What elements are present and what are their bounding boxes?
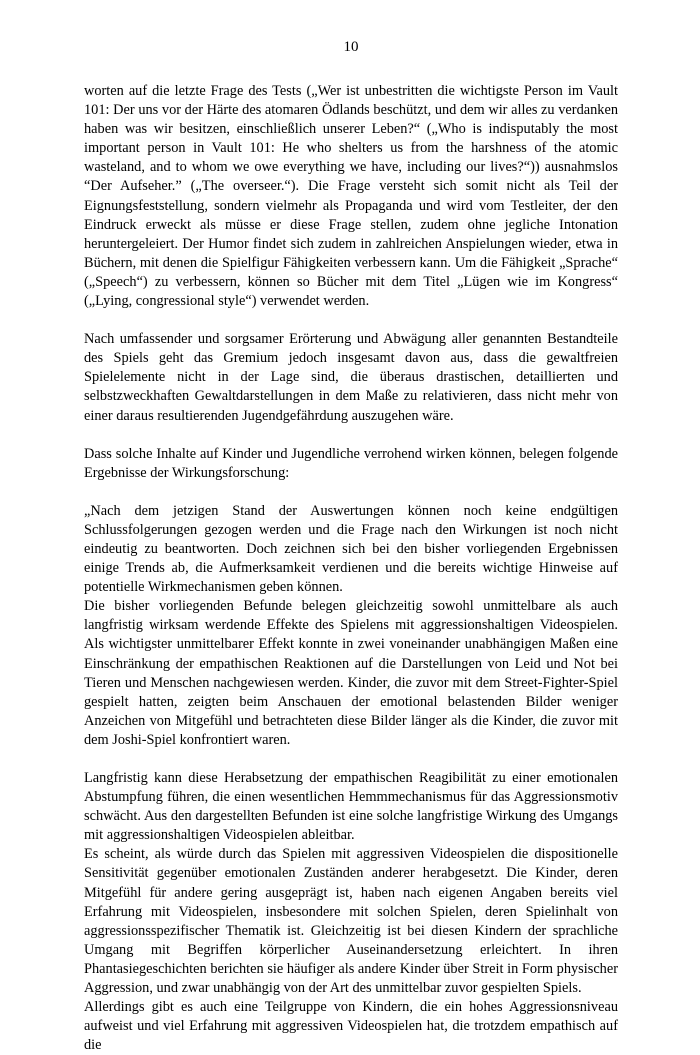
paragraph-quote-findings: Die bisher vorliegenden Befunde belegen gleichzeitig sowohl unmittelbare als auch langfristig wirksam werdende Effekte des Spielens mit aggressionshaltigen Videospielen. Als wichtigster unmittelbarer Effekt konnte in zwei voneinander unabhängigen Maßen eine Einschränkung der empathischen Reaktionen auf die Darstellungen von Leid und Not bei Tieren und Menschen nachgewiesen werden. Kinder, die zuvor mit dem Street-Fighter-Spiel gespielt hatten, zeigten beim Anschauen der emotional belastenden Bilder weniger Anzeichen von Mitgefühl und betrachteten diese Bilder länger als die Kinder, die zuvor mit dem Joshi-Spiel konfrontiert waren.	[84, 598, 618, 748]
paragraph-committee-assessment: Nach umfassender und sorgsamer Erörterung und Abwägung aller genannten Bestandteile des Spiels geht das Gremium jedoch insgesamt davon aus, dass die gewaltfreien Spielelemente nicht in der Lage sind, die überaus drastischen, detaillierten und selbstzweckhaften Gewaltdarstellungen in dem Maße zu relativieren, dass nicht mehr von einer daraus resultierenden Jugendgefährdung auszugehen wäre.	[84, 331, 618, 424]
page-number: 10	[343, 39, 359, 55]
paragraph-vault-test-humor: worten auf die letzte Frage des Tests („Wer ist unbestritten die wichtigste Person im Vault 101: Der uns vor der Härte des atomaren Ödlands beschützt, und dem wir alles zu verdanken haben was wir besitzen, einschließlich unserer Leben?“ („Who is indisputably the most important person in Vault 101: He who shelters us from the harshness of the atomic wasteland, and to whom we owe everything we have, including our lives?“)) ausnahmslos “Der Aufseher.” („The overseer.“). Die Frage versteht sich somit nicht als Teil der Eignungsfeststellung, sondern vielmehr als Propaganda und wird vom Testleiter, der den Eindruck erweckt als müsse er diese Frage stellen, zudem ohne jegliche Intonation heruntergeleiert. Der Humor findet sich zudem in zahlreichen Anspielungen wieder, etwa in Büchern, mit denen die Spielfigur Fähigkeiten verbessern kann. Um die Fähigkeit „Sprache“ („Speech“) zu verbessern, können so Bücher mit dem Titel „Lügen wie im Kongress“ („Lying, congressional style“) verwendet werden.	[84, 83, 618, 310]
paragraph-sensitivity: Es scheint, als würde durch das Spielen mit aggressiven Videospielen die dispositionelle Sensitivität gegenüber emotionalen Zuständen anderer herabgesetzt. Die Kinder, deren Mitgefühl für andere gering ausgeprägt ist, haben nach eigenen Angaben bereits viel Erfahrung mit Videospielen, insbesondere mit solchen Spielen, deren Spielinhalt von aggressionsspezifischer Thematik ist. Gleichzeitig ist bei diesen Kindern der sprachliche Umgang mit Begriffen körperlicher Auseinandersetzung erleichtert. In ihren Phantasiegeschichten berichten sie häufiger als andere Kinder über Streit in Form physischer Aggression, und zwar unabhängig von der Art des unmittelbar zuvor gespielten Spiels.	[84, 846, 618, 997]
document-page	[84, 38, 618, 1055]
paragraph-long-term-effects: Langfristig kann diese Herabsetzung der empathischen Reagibilität zu einer emotionalen Abstumpfung führen, die einen wesentlichen Hemmmechanismus für das Aggressionsmotiv schwächt. Aus den dargestellten Befunden ist eine solche langfristige Wirkung des Umgangs mit aggressionshaltigen Videospielen ableitbar.	[84, 770, 618, 844]
paragraph-subgroup: Allerdings gibt es auch eine Teilgruppe von Kindern, die ein hohes Aggressionsniveau aufweist und viel Erfahrung mit aggressiven Videospielen hat, die trotzdem empathisch auf die	[84, 999, 618, 1054]
paragraph-quote-opening: „Nach dem jetzigen Stand der Auswertungen können noch keine endgültigen Schlussfolgerungen gezogen werden und die Frage nach den Wirkungen ist noch nicht eindeutig zu beantworten. Doch zeichnen sich bei den bisher vorliegenden Ergebnissen einige Trends ab, die Aufmerksamkeit verdienen und die bereits wichtige Hinweise auf potentielle Wirkmechanismen geben können.	[84, 502, 618, 596]
paragraph-research-intro: Dass solche Inhalte auf Kinder und Jugendliche verrohend wirken können, belegen folgende Ergebnisse der Wirkungsforschung:	[84, 445, 618, 481]
